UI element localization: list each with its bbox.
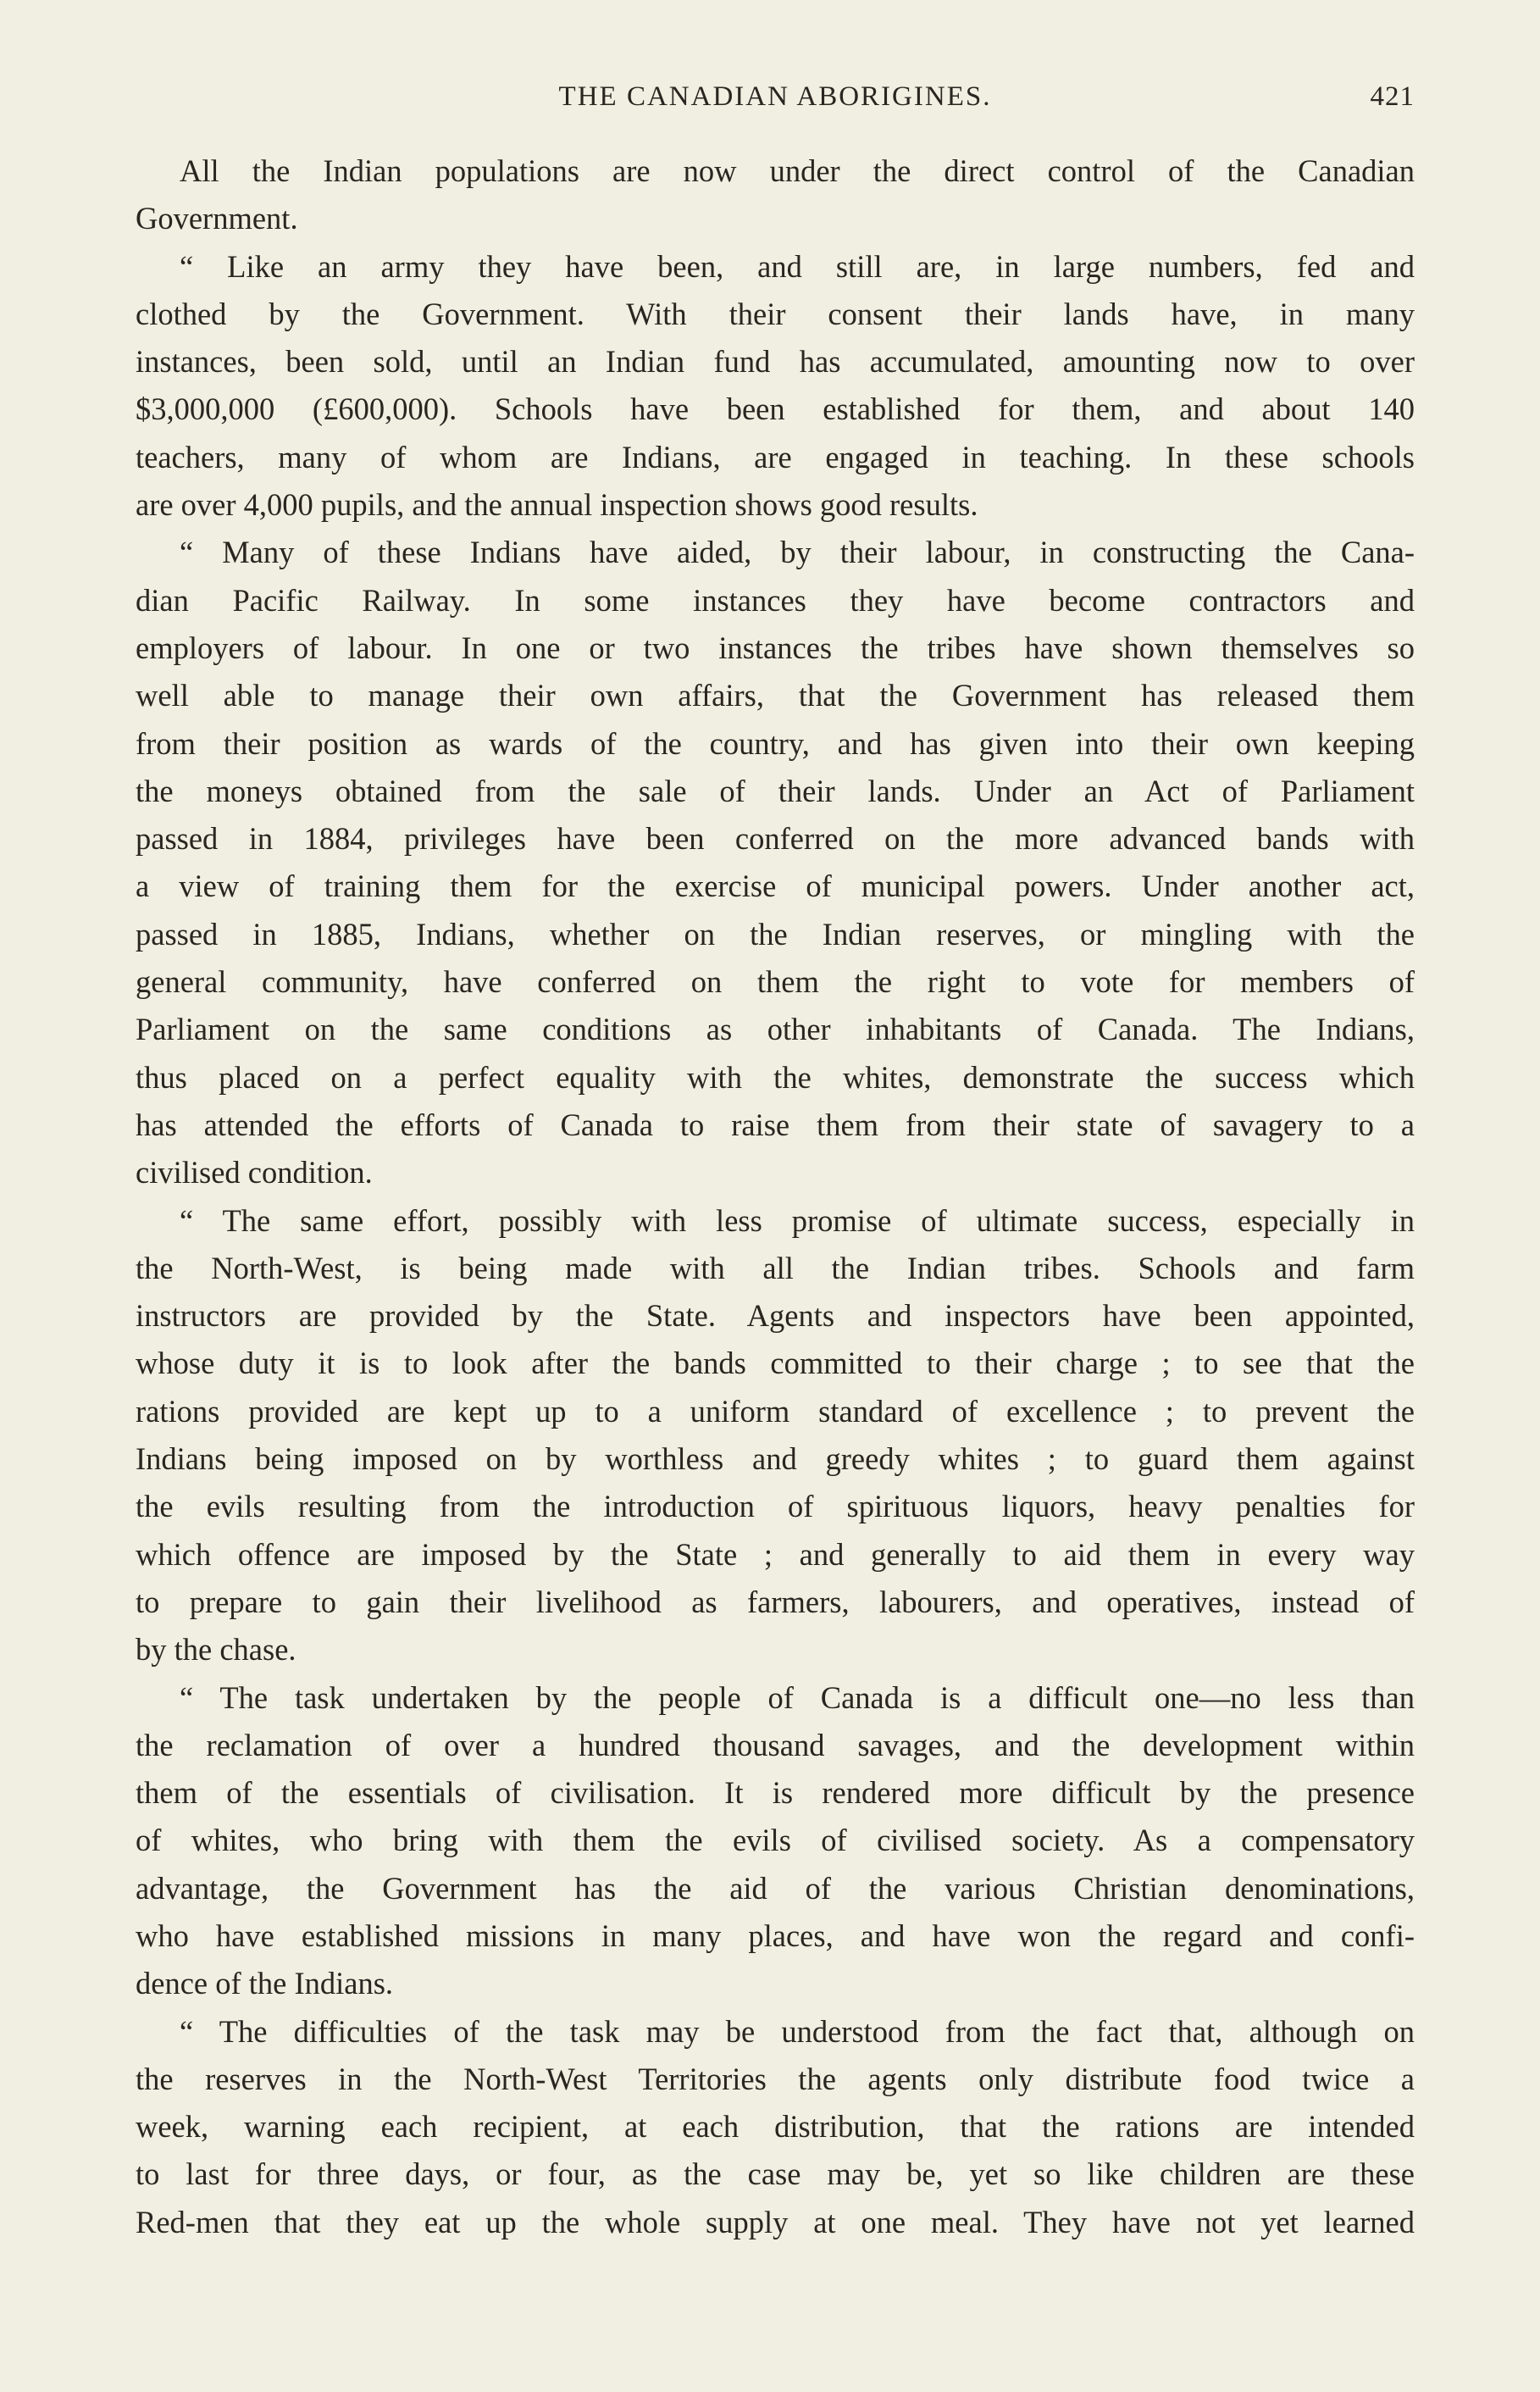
text-line: Parliament on the same conditions as other inhabitants of Canada. The Indians, — [136, 1012, 1415, 1047]
running-title: THE CANADIAN ABORIGINES. — [558, 81, 992, 112]
text-line: instances, been sold, until an Indian fund has accumulated, amounting now to over — [136, 344, 1415, 380]
page-number: 421 — [1370, 81, 1415, 112]
text-line: well able to manage their own affairs, that the Government has released them — [136, 678, 1415, 713]
text-line: All the Indian populations are now under the direct control of the Canadian — [180, 153, 1415, 188]
text-line: a view of training them for the exercise of municipal powers. Under another act, — [136, 869, 1415, 904]
text-line: “ Many of these Indians have aided, by their labour, in constructing the Cana- — [180, 535, 1415, 570]
text-line: has attended the efforts of Canada to raise them from their state of savagery to a — [136, 1107, 1415, 1142]
text-line: of whites, who bring with them the evils of civilised society. As a compensatory — [136, 1823, 1415, 1858]
text-line: the reclamation of over a hundred thousand savages, and the development within — [136, 1727, 1415, 1762]
text-line: week, warning each recipient, at each distribution, that the rations are intended — [136, 2109, 1415, 2145]
text-line: to last for three days, or four, as the case may be, yet so like children are these — [136, 2156, 1415, 2192]
text-line: who have established missions in many places, and have won the regard and confi- — [136, 1917, 1415, 1953]
text-line: Indians being imposed on by worthless and greedy whites ; to guard them against — [136, 1441, 1415, 1477]
text-line: “ The same effort, possibly with less promise of ultimate success, especially in — [180, 1202, 1415, 1238]
text-line: from their position as wards of the country, and has given into their own keeping — [136, 725, 1415, 761]
text-line: advantage, the Government has the aid of the various Christian denominations, — [136, 1870, 1415, 1906]
text-line: dian Pacific Railway. In some instances they have become contractors and — [136, 582, 1415, 618]
text-line: Government. — [136, 201, 298, 236]
text-line: clothed by the Government. With their consent their lands have, in many — [136, 296, 1415, 331]
body-text — [136, 147, 1415, 2246]
text-line: the reserves in the North-West Territories the agents only distribute food twice a — [136, 2061, 1415, 2096]
text-line: them of the essentials of civilisation. It is rendered more difficult by the presence — [136, 1775, 1415, 1811]
text-line: “ The task undertaken by the people of Canada is a difficult one—no less than — [180, 1679, 1415, 1715]
text-line: Red-men that they eat up the whole supply at one meal. They have not yet learned — [136, 2204, 1415, 2239]
text-line: “ Like an army they have been, and still are, in large numbers, fed and — [180, 248, 1415, 284]
text-line: teachers, many of whom are Indians, are engaged in teaching. In these schools — [136, 439, 1415, 475]
text-line: dence of the Indians. — [136, 1966, 394, 2001]
text-line: which offence are imposed by the State ; and generally to aid them in every way — [136, 1536, 1415, 1572]
text-line: the evils resulting from the introduction of spirituous liquors, heavy penalties for — [136, 1489, 1415, 1524]
text-line: the moneys obtained from the sale of their lands. Under an Act of Parliament — [136, 773, 1415, 808]
text-line: general community, have conferred on them the right to vote for members of — [136, 964, 1415, 1000]
text-line: by the chase. — [136, 1632, 296, 1668]
book-page — [136, 81, 1415, 2246]
text-line: rations provided are kept up to a uniform standard of excellence ; to prevent the — [136, 1393, 1415, 1429]
running-header — [136, 81, 1415, 132]
text-line: thus placed on a perfect equality with the whites, demonstrate the success which — [136, 1059, 1415, 1095]
text-line: “ The difficulties of the task may be understood from the fact that, although on — [180, 2013, 1415, 2049]
text-line: whose duty it is to look after the bands committed to their charge ; to see that the — [136, 1346, 1415, 1381]
text-line: civilised condition. — [136, 1155, 373, 1190]
text-line: the North-West, is being made with all the Indian tribes. Schools and farm — [136, 1250, 1415, 1285]
text-line: instructors are provided by the State. Agents and inspectors have been appointed, — [136, 1298, 1415, 1334]
text-line: passed in 1885, Indians, whether on the Indian reserves, or mingling with the — [136, 916, 1415, 952]
text-line: are over 4,000 pupils, and the annual inspection shows good results. — [136, 487, 978, 523]
text-line: to prepare to gain their livelihood as farmers, labourers, and operatives, instead of — [136, 1584, 1415, 1619]
text-line: $3,000,000 (£600,000). Schools have been established for them, and about 140 — [136, 391, 1415, 427]
text-line: passed in 1884, privileges have been conferred on the more advanced bands with — [136, 821, 1415, 857]
text-line: employers of labour. In one or two instances the tribes have shown themselves so — [136, 630, 1415, 665]
